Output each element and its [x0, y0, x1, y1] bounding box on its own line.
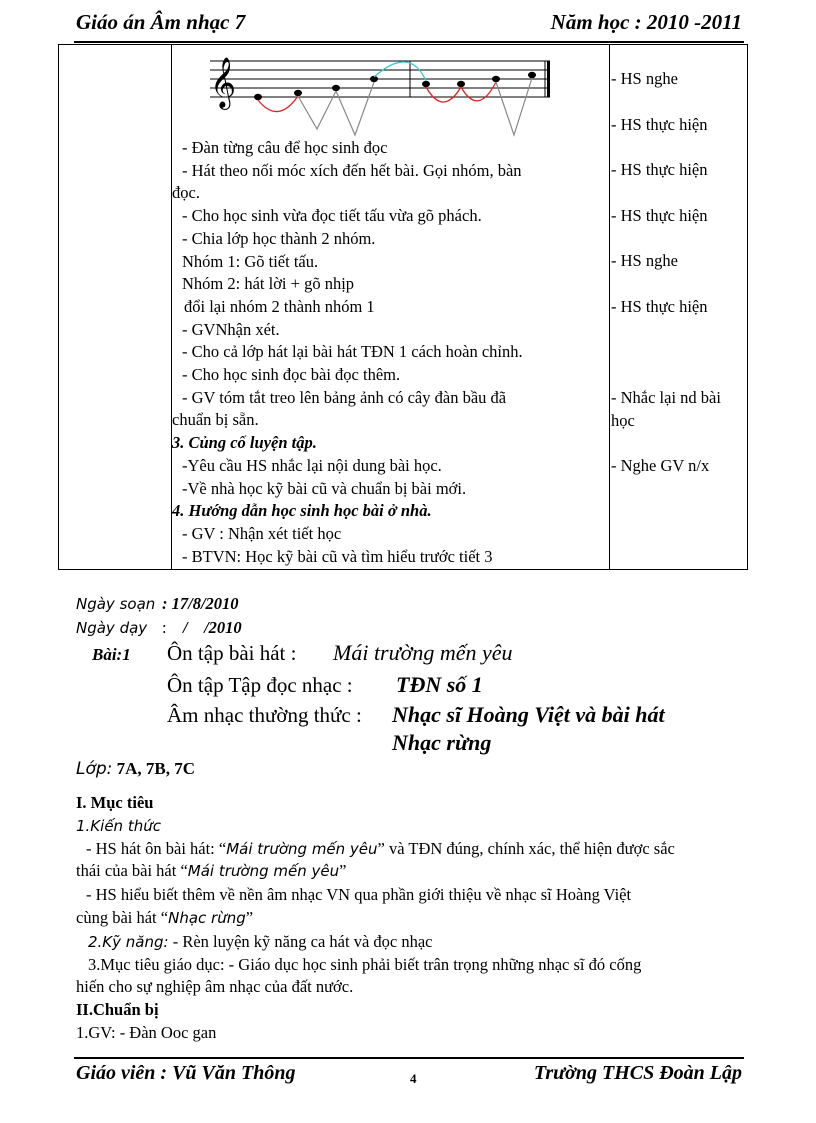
section-3-line-1: -Yêu cầu HS nhắc lại nội dung bài học. — [182, 455, 442, 475]
cyan-arc — [374, 62, 426, 81]
col3-item-4: - HS thực hiện — [611, 206, 708, 225]
col2-line-8: đổi lại nhóm 2 thành nhóm 1 — [184, 296, 375, 316]
col2-line-2: - Hát theo nối móc xích đến hết bài. Gọi nhóm, bàn — [182, 160, 522, 180]
col3-item-3: - HS thực hiện — [611, 160, 708, 179]
col2-line-5: - Chia lớp học thành 2 nhóm. — [182, 228, 376, 248]
col3-item-7: - Nhắc lại nd bài — [611, 388, 721, 407]
kien-thuc-line-2: thái của bài hát “Mái trường mến yêu” — [76, 861, 347, 880]
lesson-row-1-value: Mái trường mến yêu — [333, 640, 513, 665]
lesson-row-2-value: TĐN số 1 — [396, 672, 483, 697]
lesson-row-3-value: Nhạc sĩ Hoàng Việt và bài hát — [392, 702, 665, 727]
col3-item-9: - Nghe GV n/x — [611, 456, 710, 475]
section-4-line-2: - BTVN: Học kỹ bài cũ và tìm hiểu trước tiết 3 — [182, 546, 493, 566]
lesson-row-2-label: Ôn tập Tập đọc nhạc : — [167, 673, 353, 697]
section-3-title: 3. Củng cố luyện tập. — [172, 433, 317, 453]
header-left: Giáo án Âm nhạc 7 — [76, 10, 246, 34]
kien-thuc-line-1: - HS hát ôn bài hát: “Mái trường mến yêu” và TĐN đúng, chính xác, thể hiện được sắc — [86, 839, 675, 858]
lesson-row-1-label: Ôn tập bài hát : — [167, 641, 297, 665]
col2-line-12: - GV tóm tắt treo lên bảng ảnh có cây đàn bầu đã — [182, 387, 507, 407]
lesson-row-3-value-2: Nhạc rừng — [392, 730, 492, 755]
col2-line-1: - Đàn từng câu để học sinh đọc — [182, 138, 388, 157]
ngay-day-colon: : — [162, 618, 167, 637]
music-staff — [190, 47, 550, 139]
header-right: Năm học : 2010 -2011 — [550, 10, 742, 34]
muc-tieu-heading: I. Mục tiêu — [76, 793, 154, 812]
col3-item-5: - HS nghe — [611, 251, 678, 270]
col2-line-4: - Cho học sinh vừa đọc tiết tấu vừa gõ phách. — [182, 206, 482, 226]
kien-thuc-heading: 1.Kiến thức — [76, 817, 161, 835]
page-number: 4 — [410, 1071, 417, 1086]
ky-nang-line: 2.Kỹ năng: - Rèn luyện kỹ năng ca hát và đọc nhạc — [88, 932, 433, 951]
lop-label: Lớp: — [76, 759, 113, 779]
lesson-row-3-label: Âm nhạc thường thức : — [167, 703, 362, 727]
section-4-title: 4. Hướng dẫn học sinh học bài ở nhà. — [172, 501, 432, 521]
col3-item-8: học — [611, 411, 635, 430]
kien-thuc-line-3: - HS hiểu biết thêm về nền âm nhạc VN qua phần giới thiệu về nhạc sĩ Hoàng Việt — [86, 885, 632, 904]
footer-teacher: Giáo viên : Vũ Văn Thông — [76, 1062, 296, 1084]
treble-clef: 𝄞 — [210, 57, 237, 108]
col2-line-6: Nhóm 1: Gõ tiết tấu. — [182, 251, 319, 271]
lop-value: 7A, 7B, 7C — [116, 759, 196, 778]
header-rule — [74, 41, 744, 43]
chuan-bi-heading: II.Chuẩn bị — [76, 1000, 159, 1019]
muc-tieu-gd-line-2: hiến cho sự nghiệp âm nhạc của đất nước. — [76, 977, 354, 996]
table-col-1 — [59, 45, 172, 570]
ngay-soan-value: : 17/8/2010 — [162, 594, 239, 613]
col2-line-9: - GVNhận xét. — [182, 319, 280, 339]
col2-line-13: chuẩn bị sẵn. — [172, 410, 259, 430]
col2-line-7: Nhóm 2: hát lời + gõ nhịp — [182, 274, 355, 294]
footer-school: Trường THCS Đoàn Lập — [533, 1062, 742, 1084]
col3-item-2: - HS thực hiện — [611, 115, 708, 134]
table-col-2 — [172, 45, 610, 570]
ngay-day-label: Ngày dạy — [76, 619, 148, 637]
footer-rule — [74, 1057, 744, 1059]
col2-line-11: - Cho học sinh đọc bài đọc thêm. — [182, 365, 401, 385]
col3-item-6: - HS thực hiện — [611, 297, 708, 316]
col2-line-10: - Cho cả lớp hát lại bài hát TĐN 1 cách hoàn chỉnh. — [182, 342, 523, 362]
ngay-day-value: / /2010 — [183, 618, 242, 637]
end-barline-thick — [547, 61, 550, 97]
bai-number: Bài:1 — [92, 645, 131, 664]
muc-tieu-gd-line-1: 3.Mục tiêu giáo dục: - Giáo dục học sinh phải biết trân trọng những nhạc sĩ đó cống — [88, 955, 642, 974]
section-3-line-2: -Về nhà học kỹ bài cũ và chuẩn bị bài mới. — [182, 478, 467, 498]
kien-thuc-line-4: cùng bài hát “Nhạc rừng” — [76, 908, 254, 927]
ngay-soan-label: Ngày soạn — [76, 595, 156, 613]
section-4-line-1: - GV : Nhận xét tiết học — [182, 523, 342, 543]
col2-line-3: đọc. — [172, 183, 200, 203]
col3-item-1: - HS nghe — [611, 69, 678, 88]
gv-line: 1.GV: - Đàn Ooc gan — [76, 1023, 217, 1042]
